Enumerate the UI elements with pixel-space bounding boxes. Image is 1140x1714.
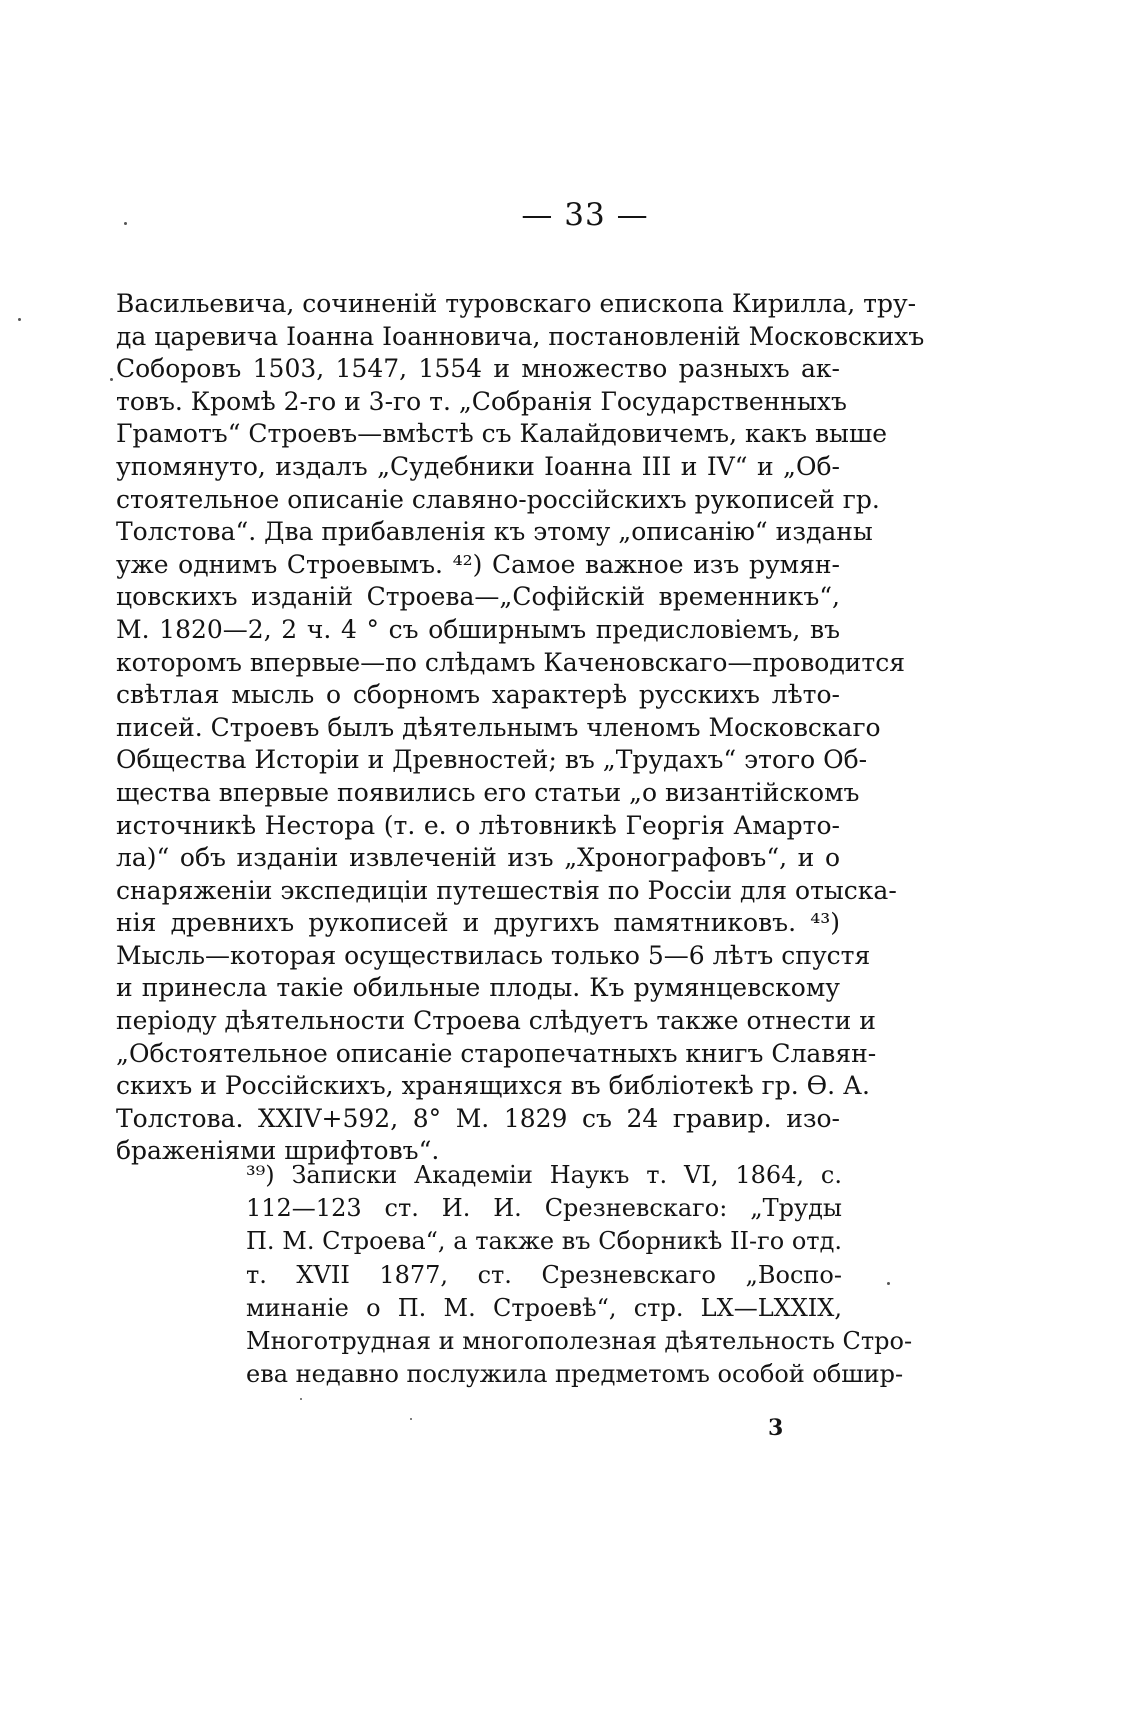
text-line: свѣтлая мысль о сборномъ характерѣ русскихъ лѣто- (116, 680, 840, 710)
text-line: скихъ и Россійскихъ, хранящихся въ библіотекѣ гр. Ѳ. А. (116, 1071, 870, 1101)
text-line: Мысль—которая осуществилась только 5—6 лѣтъ спустя (116, 940, 871, 970)
text-line: Толстова. XXIV+592, 8° М. 1829 съ 24 гравир. изо- (116, 1103, 840, 1133)
text-line: снаряженіи экспедиціи путешествія по Россіи для отыска- (116, 875, 897, 905)
text-line: нія древнихъ рукописей и другихъ памятниковъ. ⁴³) (116, 908, 840, 938)
text-line: браженіями шрифтовъ“. (116, 1136, 440, 1166)
main-text (116, 288, 925, 1168)
text-line: и принесла такіе обильные плоды. Къ румянцевскому (116, 973, 840, 1003)
text-line: Васильевича, сочиненій туровскаго епископа Кирилла, тру- (116, 289, 917, 318)
text-line: ла)“ объ изданіи извлеченій изъ „Хронографовъ“, и о (116, 843, 840, 873)
footnote-line: ³⁹) Записки Академіи Наукъ т. VI, 1864, с. (246, 1161, 842, 1189)
text-line: Толстова“. Два прибавленія къ этому „описанію“ изданы (116, 517, 873, 547)
text-line: да царевича Іоанна Іоанновича, постановленій Московскихъ (116, 321, 925, 351)
text-line: источникѣ Нестора (т. е. о лѣтовникѣ Георгія Амарто- (116, 810, 840, 840)
text-line: стоятельное описаніе славяно-россійскихъ рукописей гр. (116, 484, 880, 514)
text-line: щества впервые появились его статьи „о византійскомъ (116, 777, 860, 807)
footnote-line: 112—123 ст. И. И. Срезневскаго: „Труды (246, 1194, 842, 1223)
text-line: упомянуто, издалъ „Судебники Іоанна III и IV“ и „Об- (116, 451, 840, 481)
text-line: цовскихъ изданій Строева—„Софійскій временникъ“, (116, 582, 840, 612)
scan-speck (124, 222, 127, 225)
scan-speck (887, 1282, 890, 1285)
scan-speck (110, 378, 113, 381)
page-number: — 33 — (521, 197, 649, 233)
text-line: „Обстоятельное описаніе старопечатныхъ книгъ Славян- (116, 1038, 877, 1068)
text-line: товъ. Кромѣ 2-го и 3-го т. „Собранія Государственныхъ (116, 386, 847, 416)
scan-speck (18, 318, 21, 321)
footnote-line: ева недавно послужила предметомъ особой обшир- (246, 1360, 904, 1389)
text-line: которомъ впервые—по слѣдамъ Каченовскаго—проводится (116, 647, 905, 677)
footnote-line: т. XVII 1877, ст. Срезневскаго „Воспо- (246, 1260, 842, 1289)
text-line: писей. Строевъ былъ дѣятельнымъ членомъ Московскаго (116, 712, 881, 742)
footnote-line: минаніе о П. М. Строевѣ“, стр. LX—LXXIX, (246, 1293, 842, 1322)
text-line: Соборовъ 1503, 1547, 1554 и множество разныхъ ак- (116, 354, 840, 384)
text-line: уже однимъ Строевымъ. ⁴²) Самое важное изъ румян- (116, 549, 840, 579)
scan-speck (410, 1418, 412, 1420)
footnote-line: Многотрудная и многополезная дѣятельность Стро- (246, 1326, 913, 1355)
text-line: М. 1820—2, 2 ч. 4 ° съ обширнымъ предисловіемъ, въ (116, 614, 840, 644)
text-line: періоду дѣятельности Строева слѣдуетъ также отнести и (116, 1006, 876, 1036)
text-line: Общества Исторіи и Древностей; въ „Трудахъ“ этого Об- (116, 745, 868, 775)
text-line: Грамотъ“ Строевъ—вмѣстѣ съ Калайдовичемъ, какъ выше (116, 419, 887, 449)
scan-speck (300, 1398, 302, 1400)
printer-signature-mark: 3 (768, 1415, 784, 1441)
footnote (246, 1159, 913, 1391)
footnote-line: П. М. Строева“, а также въ Сборникѣ II-го отд. (246, 1227, 842, 1256)
